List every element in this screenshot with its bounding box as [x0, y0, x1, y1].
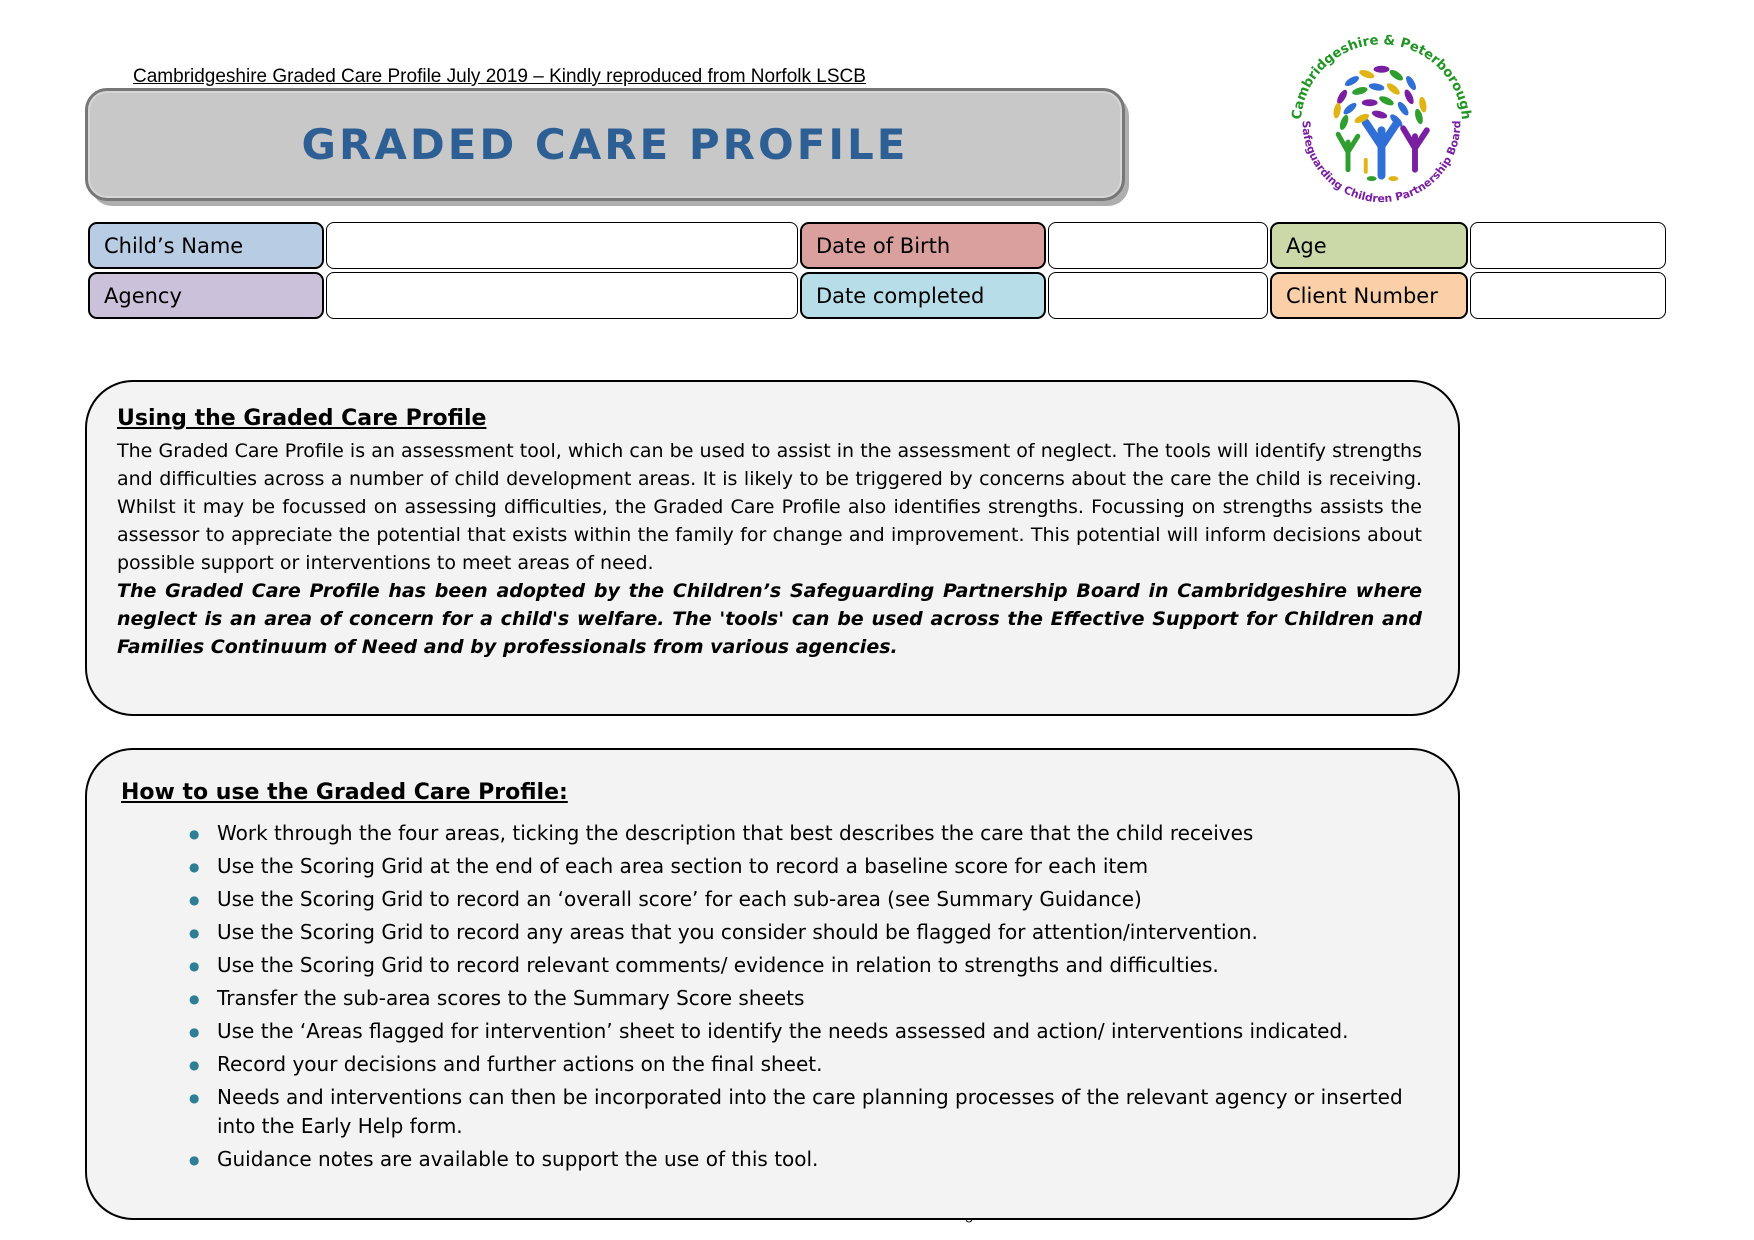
- org-logo: [1283, 20, 1480, 217]
- howto-bullet: ● Use the Scoring Grid to record any areas that you consider should be flagged for attention/intervention.: [187, 918, 1416, 947]
- howto-bullet: ● Transfer the sub-area scores to the Summary Score sheets: [187, 984, 1416, 1013]
- field-label-childs-name: [88, 222, 324, 269]
- howto-bullet: ● Use the ‘Areas flagged for intervention’ sheet to identify the needs assessed and action/ interventions indicated.: [187, 1017, 1416, 1046]
- field-label-client-number: [1270, 272, 1468, 319]
- section-howto-gcp: [85, 748, 1460, 1220]
- section-using-heading: Using the Graded Care Profile: [117, 406, 487, 431]
- logo-trees-icon: [1338, 122, 1427, 175]
- section-using-emphasis: The Graded Care Profile has been adopted by the Children’s Safeguarding Partnership Board in Cambridgeshire where neglect is an area of concern for a child's welfare. The 'tools' can be used across the Effective Support for Children and Families Continuum of Need and by professionals from various agencies.: [117, 580, 1422, 658]
- howto-bullet: ● Use the Scoring Grid at the end of each area section to record a baseline score for each item: [187, 852, 1416, 881]
- field-label-agency: [88, 272, 324, 319]
- howto-bullet: ● Guidance notes are available to support the use of this tool.: [187, 1145, 1416, 1174]
- field-label-date-of-birth: [800, 222, 1046, 269]
- safeguarding-partnership-logo: [1283, 20, 1480, 217]
- field-label-text: Child’s Name: [104, 233, 244, 258]
- howto-bullet: ● Use the Scoring Grid to record an ‘overall score’ for each sub-area (see Summary Guidance): [187, 885, 1416, 914]
- field-value-age[interactable]: [1470, 222, 1666, 269]
- howto-bullet: ● Needs and interventions can then be incorporated into the care planning processes of the relevant agency or inserted into the Early Help form.: [187, 1083, 1416, 1141]
- logo-arc-bottom-text: Safeguarding Children Partnership Board: [1299, 120, 1464, 206]
- logo-arc-top-text: Cambridgeshire & Peterborough: [1289, 33, 1474, 121]
- howto-bullet-list: [121, 819, 1416, 1174]
- section-using-paragraph: The Graded Care Profile is an assessment tool, which can be used to assist in the assessment of neglect. The tools will identify strengths and difficulties across a number of child development areas. It is likely to be triggered by concerns about the care the child is receiving. Whilst it may be focussed on assessing difficulties, the Graded Care Profile also identifies strengths. Focussing on strengths assists the assessor to appreciate the potential that exists within the family for change and improvement. This potential will inform decisions about possible support or interventions to meet areas of need.: [117, 440, 1422, 574]
- field-label-text: Agency: [104, 283, 182, 308]
- field-label-text: Age: [1286, 233, 1327, 258]
- field-value-date-completed[interactable]: [1048, 272, 1268, 319]
- section-using-gcp: [85, 380, 1460, 716]
- field-label-text: Client Number: [1286, 283, 1438, 308]
- field-value-date-of-birth[interactable]: [1048, 222, 1268, 269]
- howto-bullet: ● Record your decisions and further actions on the final sheet.: [187, 1050, 1416, 1079]
- field-value-childs-name[interactable]: [326, 222, 798, 269]
- field-label-age: [1270, 222, 1468, 269]
- section-howto-heading: How to use the Graded Care Profile:: [121, 780, 568, 805]
- field-label-date-completed: [800, 272, 1046, 319]
- header-note: Cambridgeshire Graded Care Profile July 2019 – Kindly reproduced from Norfolk LSCB: [133, 66, 866, 87]
- howto-bullet: ● Work through the four areas, ticking the description that best describes the care that the child receives: [187, 819, 1416, 848]
- field-value-client-number[interactable]: [1470, 272, 1666, 319]
- field-label-text: Date completed: [816, 283, 985, 308]
- page-title: GRADED CARE PROFILE: [301, 120, 909, 169]
- title-banner: [85, 88, 1125, 201]
- field-value-agency[interactable]: [326, 272, 798, 319]
- field-label-text: Date of Birth: [816, 233, 951, 258]
- howto-bullet: ● Use the Scoring Grid to record relevant comments/ evidence in relation to strengths and difficulties.: [187, 951, 1416, 980]
